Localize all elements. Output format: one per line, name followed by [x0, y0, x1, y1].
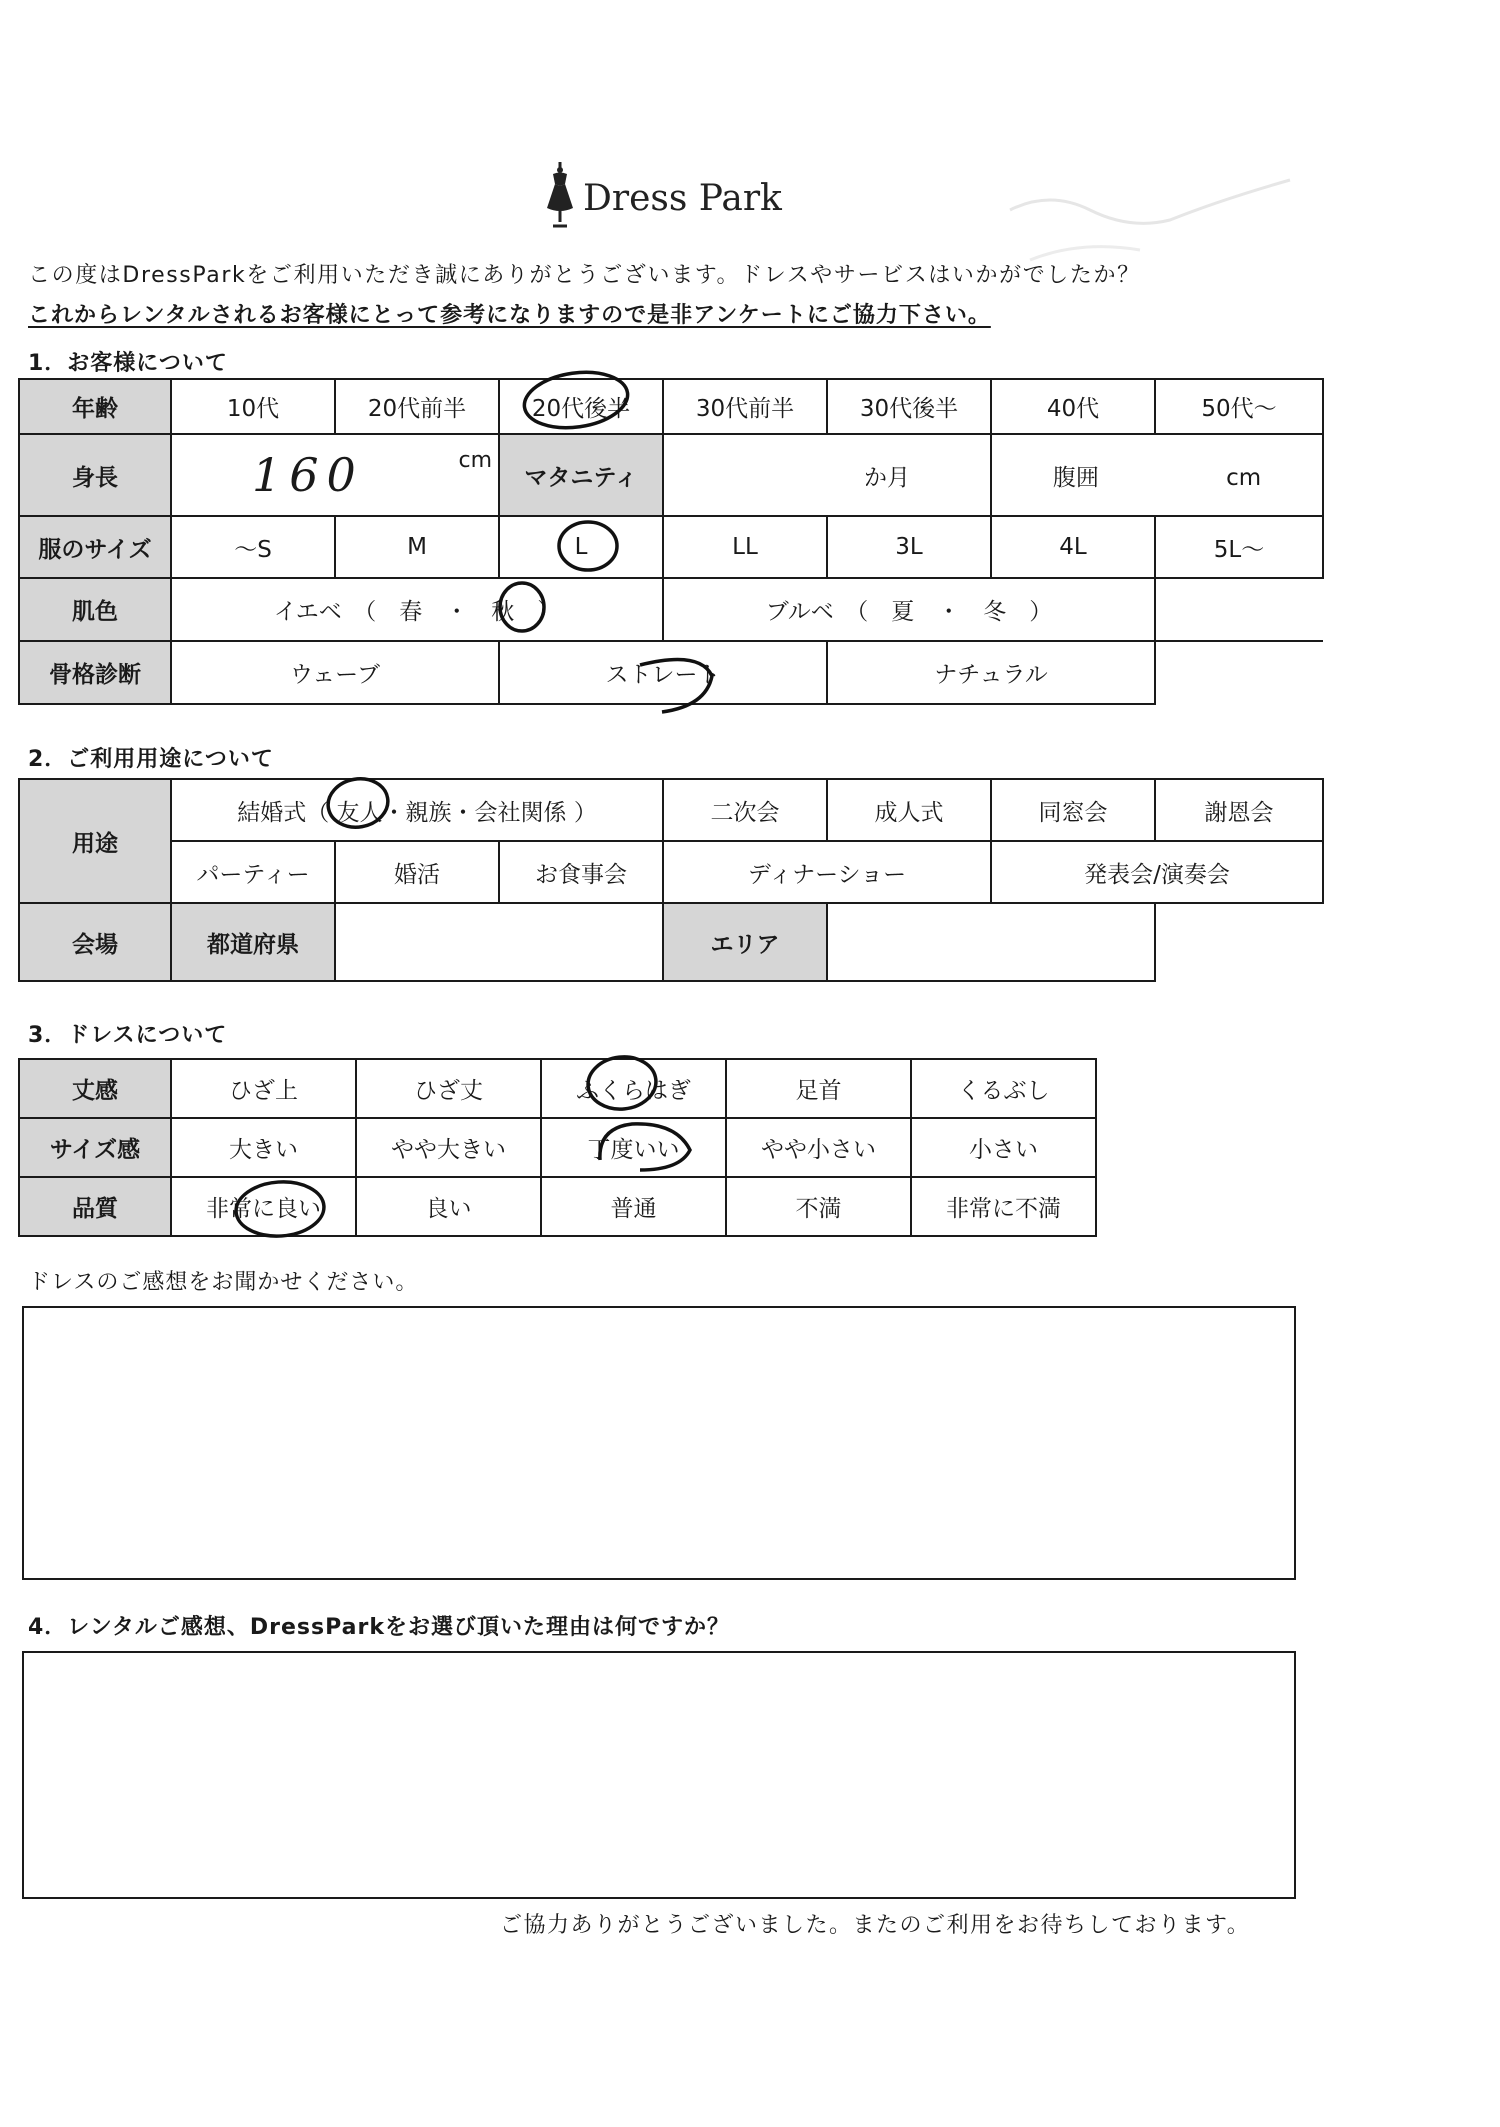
maternity-label: マタニティ [499, 434, 663, 516]
length-label: 丈感 [19, 1059, 171, 1118]
height-value: 160 [252, 448, 364, 502]
height-label: 身長 [19, 434, 171, 516]
dresspark-logo [540, 160, 800, 230]
age-option-selected[interactable]: 20代後半 [499, 379, 663, 434]
age-option[interactable]: 30代前半 [663, 379, 827, 434]
size-option[interactable]: M [335, 516, 499, 578]
age-option[interactable]: 40代 [991, 379, 1155, 434]
age-option[interactable]: 30代後半 [827, 379, 991, 434]
purpose-wedding[interactable]: 結婚式（ 友人・親族・会社関係 ） [171, 779, 663, 841]
usage-table [18, 778, 1324, 982]
length-option[interactable]: ひざ丈 [356, 1059, 541, 1118]
purpose-option[interactable]: パーティー [171, 841, 335, 903]
customer-table [18, 378, 1324, 705]
size-option-selected[interactable]: L [499, 516, 663, 578]
section2-title: 2．ご利用用途について [28, 747, 274, 772]
skin-yellow-option[interactable]: イエベ （ 春 ・ 秋 ） [171, 578, 663, 641]
waist-unit: cm [1226, 464, 1262, 491]
height-unit: cm [458, 448, 492, 473]
quality-label: 品質 [19, 1177, 171, 1236]
length-option[interactable]: くるぶし [911, 1059, 1096, 1118]
intro-request: これからレンタルされるお客様にとって参考になりますので是非アンケートにご協力下さい。 [28, 303, 991, 328]
closing-message: ご協力ありがとうございました。またのご利用をお待ちしております。 [500, 1913, 1251, 1938]
fit-option-selected[interactable]: 丁度いい [541, 1118, 726, 1177]
frame-option[interactable]: ナチュラル [827, 641, 1155, 704]
rental-comment-box[interactable] [22, 1651, 1296, 1899]
frame-label: 骨格診断 [19, 641, 171, 704]
dress-comment-prompt: ドレスのご感想をお聞かせください。 [28, 1270, 419, 1295]
intro-text: この度はDressParkをご利用いただき誠にありがとうございます。ドレスやサービスはいかがでしたか？ [28, 263, 1141, 288]
quality-option[interactable]: 不満 [726, 1177, 911, 1236]
size-option[interactable]: 4L [991, 516, 1155, 578]
purpose-option[interactable]: 二次会 [663, 779, 827, 841]
empty-cell [1155, 903, 1323, 981]
empty-cell [1155, 578, 1323, 641]
size-option[interactable]: 3L [827, 516, 991, 578]
section3-title: 3．ドレスについて [28, 1023, 228, 1048]
purpose-option[interactable]: 謝恩会 [1155, 779, 1323, 841]
purpose-option[interactable]: 婚活 [335, 841, 499, 903]
dress-comment-box[interactable] [22, 1306, 1296, 1580]
length-option-selected[interactable]: ふくらはぎ [541, 1059, 726, 1118]
age-option[interactable]: 10代 [171, 379, 335, 434]
brand-name: Dress Park [583, 178, 782, 219]
age-label: 年齢 [19, 379, 171, 434]
purpose-label: 用途 [19, 779, 171, 903]
area-label: エリア [663, 903, 827, 981]
purpose-option[interactable]: ディナーショー [663, 841, 991, 903]
length-option[interactable]: ひざ上 [171, 1059, 356, 1118]
quality-option[interactable]: 普通 [541, 1177, 726, 1236]
empty-cell [1155, 641, 1323, 704]
prefecture-field[interactable] [335, 903, 663, 981]
frame-option[interactable]: ウェーブ [171, 641, 499, 704]
fit-option[interactable]: やや小さい [726, 1118, 911, 1177]
quality-option[interactable]: 非常に不満 [911, 1177, 1096, 1236]
area-field[interactable] [827, 903, 1155, 981]
fit-label: サイズ感 [19, 1118, 171, 1177]
maternity-months-field[interactable] [663, 434, 991, 516]
frame-option-selected[interactable]: ストレート [499, 641, 827, 704]
size-option[interactable]: ～S [171, 516, 335, 578]
fit-option[interactable]: 小さい [911, 1118, 1096, 1177]
size-option[interactable]: 5L～ [1155, 516, 1323, 578]
section4-title: 4．レンタルご感想、DressParkをお選び頂いた理由は何ですか？ [28, 1615, 730, 1640]
age-option[interactable]: 20代前半 [335, 379, 499, 434]
height-field[interactable] [171, 434, 499, 516]
fit-option[interactable]: 大きい [171, 1118, 356, 1177]
prefecture-label: 都道府県 [171, 903, 335, 981]
length-option[interactable]: 足首 [726, 1059, 911, 1118]
purpose-option[interactable]: 成人式 [827, 779, 991, 841]
venue-label: 会場 [19, 903, 171, 981]
quality-option-selected[interactable]: 非常に良い [171, 1177, 356, 1236]
dress-form-icon [540, 160, 580, 230]
section1-title: 1．お客様について [28, 351, 228, 376]
purpose-option[interactable]: 同窓会 [991, 779, 1155, 841]
size-option[interactable]: LL [663, 516, 827, 578]
months-label: か月 [864, 464, 910, 491]
age-option[interactable]: 50代～ [1155, 379, 1323, 434]
fit-option[interactable]: やや大きい [356, 1118, 541, 1177]
waist-label: 腹囲 [1052, 464, 1099, 491]
waist-field[interactable] [991, 434, 1323, 516]
purpose-option[interactable]: お食事会 [499, 841, 663, 903]
purpose-option[interactable]: 発表会/演奏会 [991, 841, 1323, 903]
skin-label: 肌色 [19, 578, 171, 641]
quality-option[interactable]: 良い [356, 1177, 541, 1236]
skin-blue-option[interactable]: ブルベ （ 夏 ・ 冬 ） [663, 578, 1155, 641]
dress-table [18, 1058, 1097, 1237]
size-label: 服のサイズ [19, 516, 171, 578]
